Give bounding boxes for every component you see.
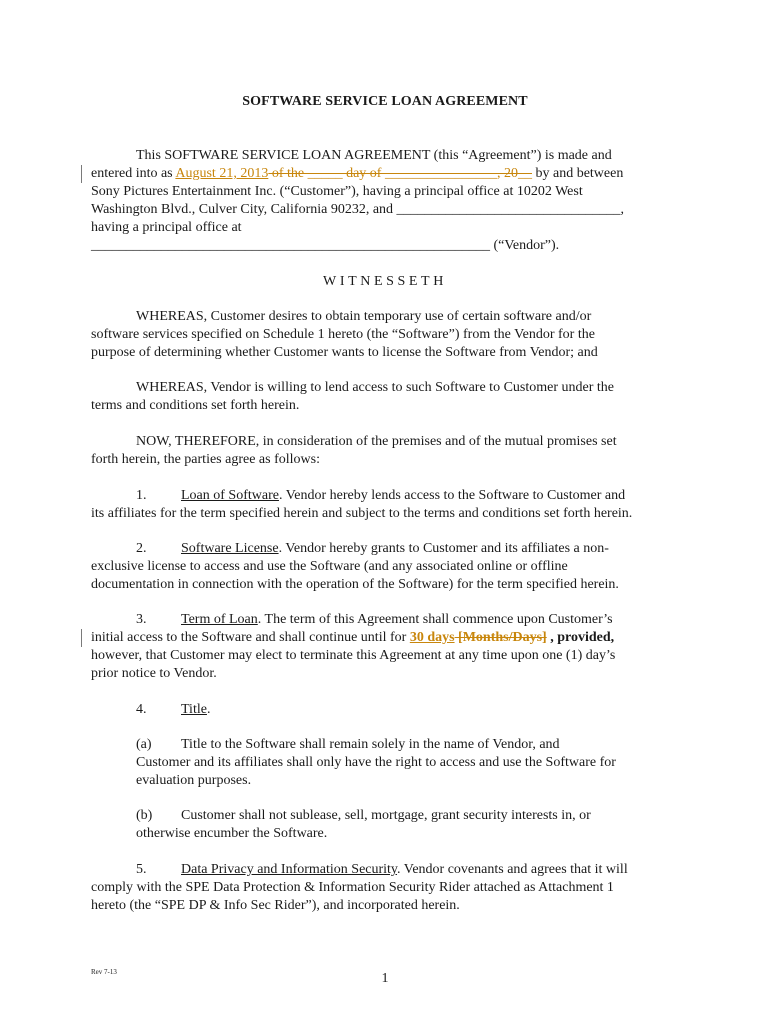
section-heading: Data Privacy and Information Security (181, 862, 398, 877)
intro-line: entered into as (91, 166, 176, 181)
page-number: 1 (381, 971, 389, 986)
inserted-term: 30 days (409, 630, 455, 645)
section-4-title (91, 701, 681, 719)
deleted-term-placeholder: [Months/Days] (454, 630, 547, 645)
paragraph-line: Customer shall not sublease, sell, mortgage, grant security interests in, or (181, 808, 591, 823)
paragraph-line: documentation in connection with the operation of the Software) for the term specified herein. (91, 577, 619, 592)
section-3-term-of-loan (91, 611, 681, 683)
section-heading: Loan of Software (181, 488, 279, 503)
section-number: 2. (136, 541, 147, 556)
paragraph-line: . Vendor hereby lends access to the Software to Customer and (278, 488, 626, 503)
section-number: 1. (136, 488, 147, 503)
heading-punctuation: . (206, 702, 211, 717)
intro-line: _________________________________________________________ (“Vendor”). (91, 238, 560, 253)
revision-change-bar (81, 165, 82, 183)
section-number: 5. (136, 862, 147, 877)
paragraph-line: prior notice to Vendor. (91, 666, 217, 681)
paragraph-line: Customer and its affiliates shall only have the right to access and use the Software for (136, 755, 616, 770)
whereas-paragraph-2 (91, 379, 681, 415)
subsection-label: (b) (136, 808, 153, 823)
paragraph-line: its affiliates for the term specified herein and subject to the terms and conditions set forth herein. (91, 506, 633, 521)
paragraph-line: purpose of determining whether Customer wants to license the Software from Vendor; and (91, 345, 598, 360)
revision-note: Rev 7-13 (91, 968, 117, 976)
paragraph-line: initial access to the Software and shall continue until for (91, 630, 410, 645)
section-heading: Term of Loan (181, 612, 258, 627)
intro-paragraph (91, 147, 681, 255)
section-1-loan-of-software (91, 487, 681, 523)
paragraph-line: Title to the Software shall remain solely in the name of Vendor, and (181, 737, 560, 752)
paragraph-line: software services specified on Schedule 1 hereto (the “Software”) from the Vendor for the (91, 327, 595, 342)
paragraph-line: NOW, THEREFORE, in consideration of the premises and of the mutual promises set (136, 434, 617, 449)
paragraph-line: WHEREAS, Vendor is willing to lend access to such Software to Customer under the (136, 380, 614, 395)
revision-change-bar (81, 629, 82, 647)
section-heading: Software License (181, 541, 279, 556)
inserted-date: August 21, 2013 (175, 166, 269, 181)
paragraph-line: however, that Customer may elect to terminate this Agreement at any time upon one (1) day’s (91, 648, 616, 663)
now-therefore-paragraph (91, 433, 681, 469)
witnesseth-heading: WITNESSETH (323, 274, 447, 289)
paragraph-line: comply with the SPE Data Protection & Information Security Rider attached as Attachment 1 (91, 880, 614, 895)
section-heading: Title (181, 702, 207, 717)
paragraph-line: . Vendor covenants and agrees that it will (397, 862, 628, 877)
subsection-label: (a) (136, 737, 152, 752)
section-4a (136, 736, 681, 790)
section-2-software-license (91, 540, 681, 594)
paragraph-line: , provided, (546, 630, 615, 645)
paragraph-line: hereto (the “SPE DP & Info Sec Rider”), and incorporated herein. (91, 898, 460, 913)
paragraph-line: exclusive license to access and use the Software (and any associated online or offline (91, 559, 568, 574)
intro-line: by and between (531, 166, 624, 181)
whereas-paragraph-1 (91, 308, 681, 362)
deleted-date-blank: of the _____ day of ________________, 20__ (268, 166, 532, 181)
paragraph-line: forth herein, the parties agree as follows: (91, 452, 320, 467)
section-5-data-privacy (91, 861, 681, 915)
paragraph-line: WHEREAS, Customer desires to obtain temporary use of certain software and/or (136, 309, 592, 324)
intro-line: Washington Blvd., Culver City, California 90232, and ________________________________, (91, 202, 625, 217)
document-title: SOFTWARE SERVICE LOAN AGREEMENT (242, 94, 528, 109)
paragraph-line: evaluation purposes. (136, 773, 252, 788)
section-4b (136, 807, 681, 843)
section-number: 3. (136, 612, 147, 627)
paragraph-line: terms and conditions set forth herein. (91, 398, 300, 413)
paragraph-line: otherwise encumber the Software. (136, 826, 328, 841)
intro-line: Sony Pictures Entertainment Inc. (“Customer”), having a principal office at 10202 West (91, 184, 583, 199)
section-number: 4. (136, 702, 147, 717)
intro-line: This SOFTWARE SERVICE LOAN AGREEMENT (this “Agreement”) is made and (136, 148, 612, 163)
intro-line: having a principal office at (91, 220, 242, 235)
paragraph-line: . Vendor hereby grants to Customer and its affiliates a non- (278, 541, 609, 556)
paragraph-line: . The term of this Agreement shall commence upon Customer’s (257, 612, 613, 627)
